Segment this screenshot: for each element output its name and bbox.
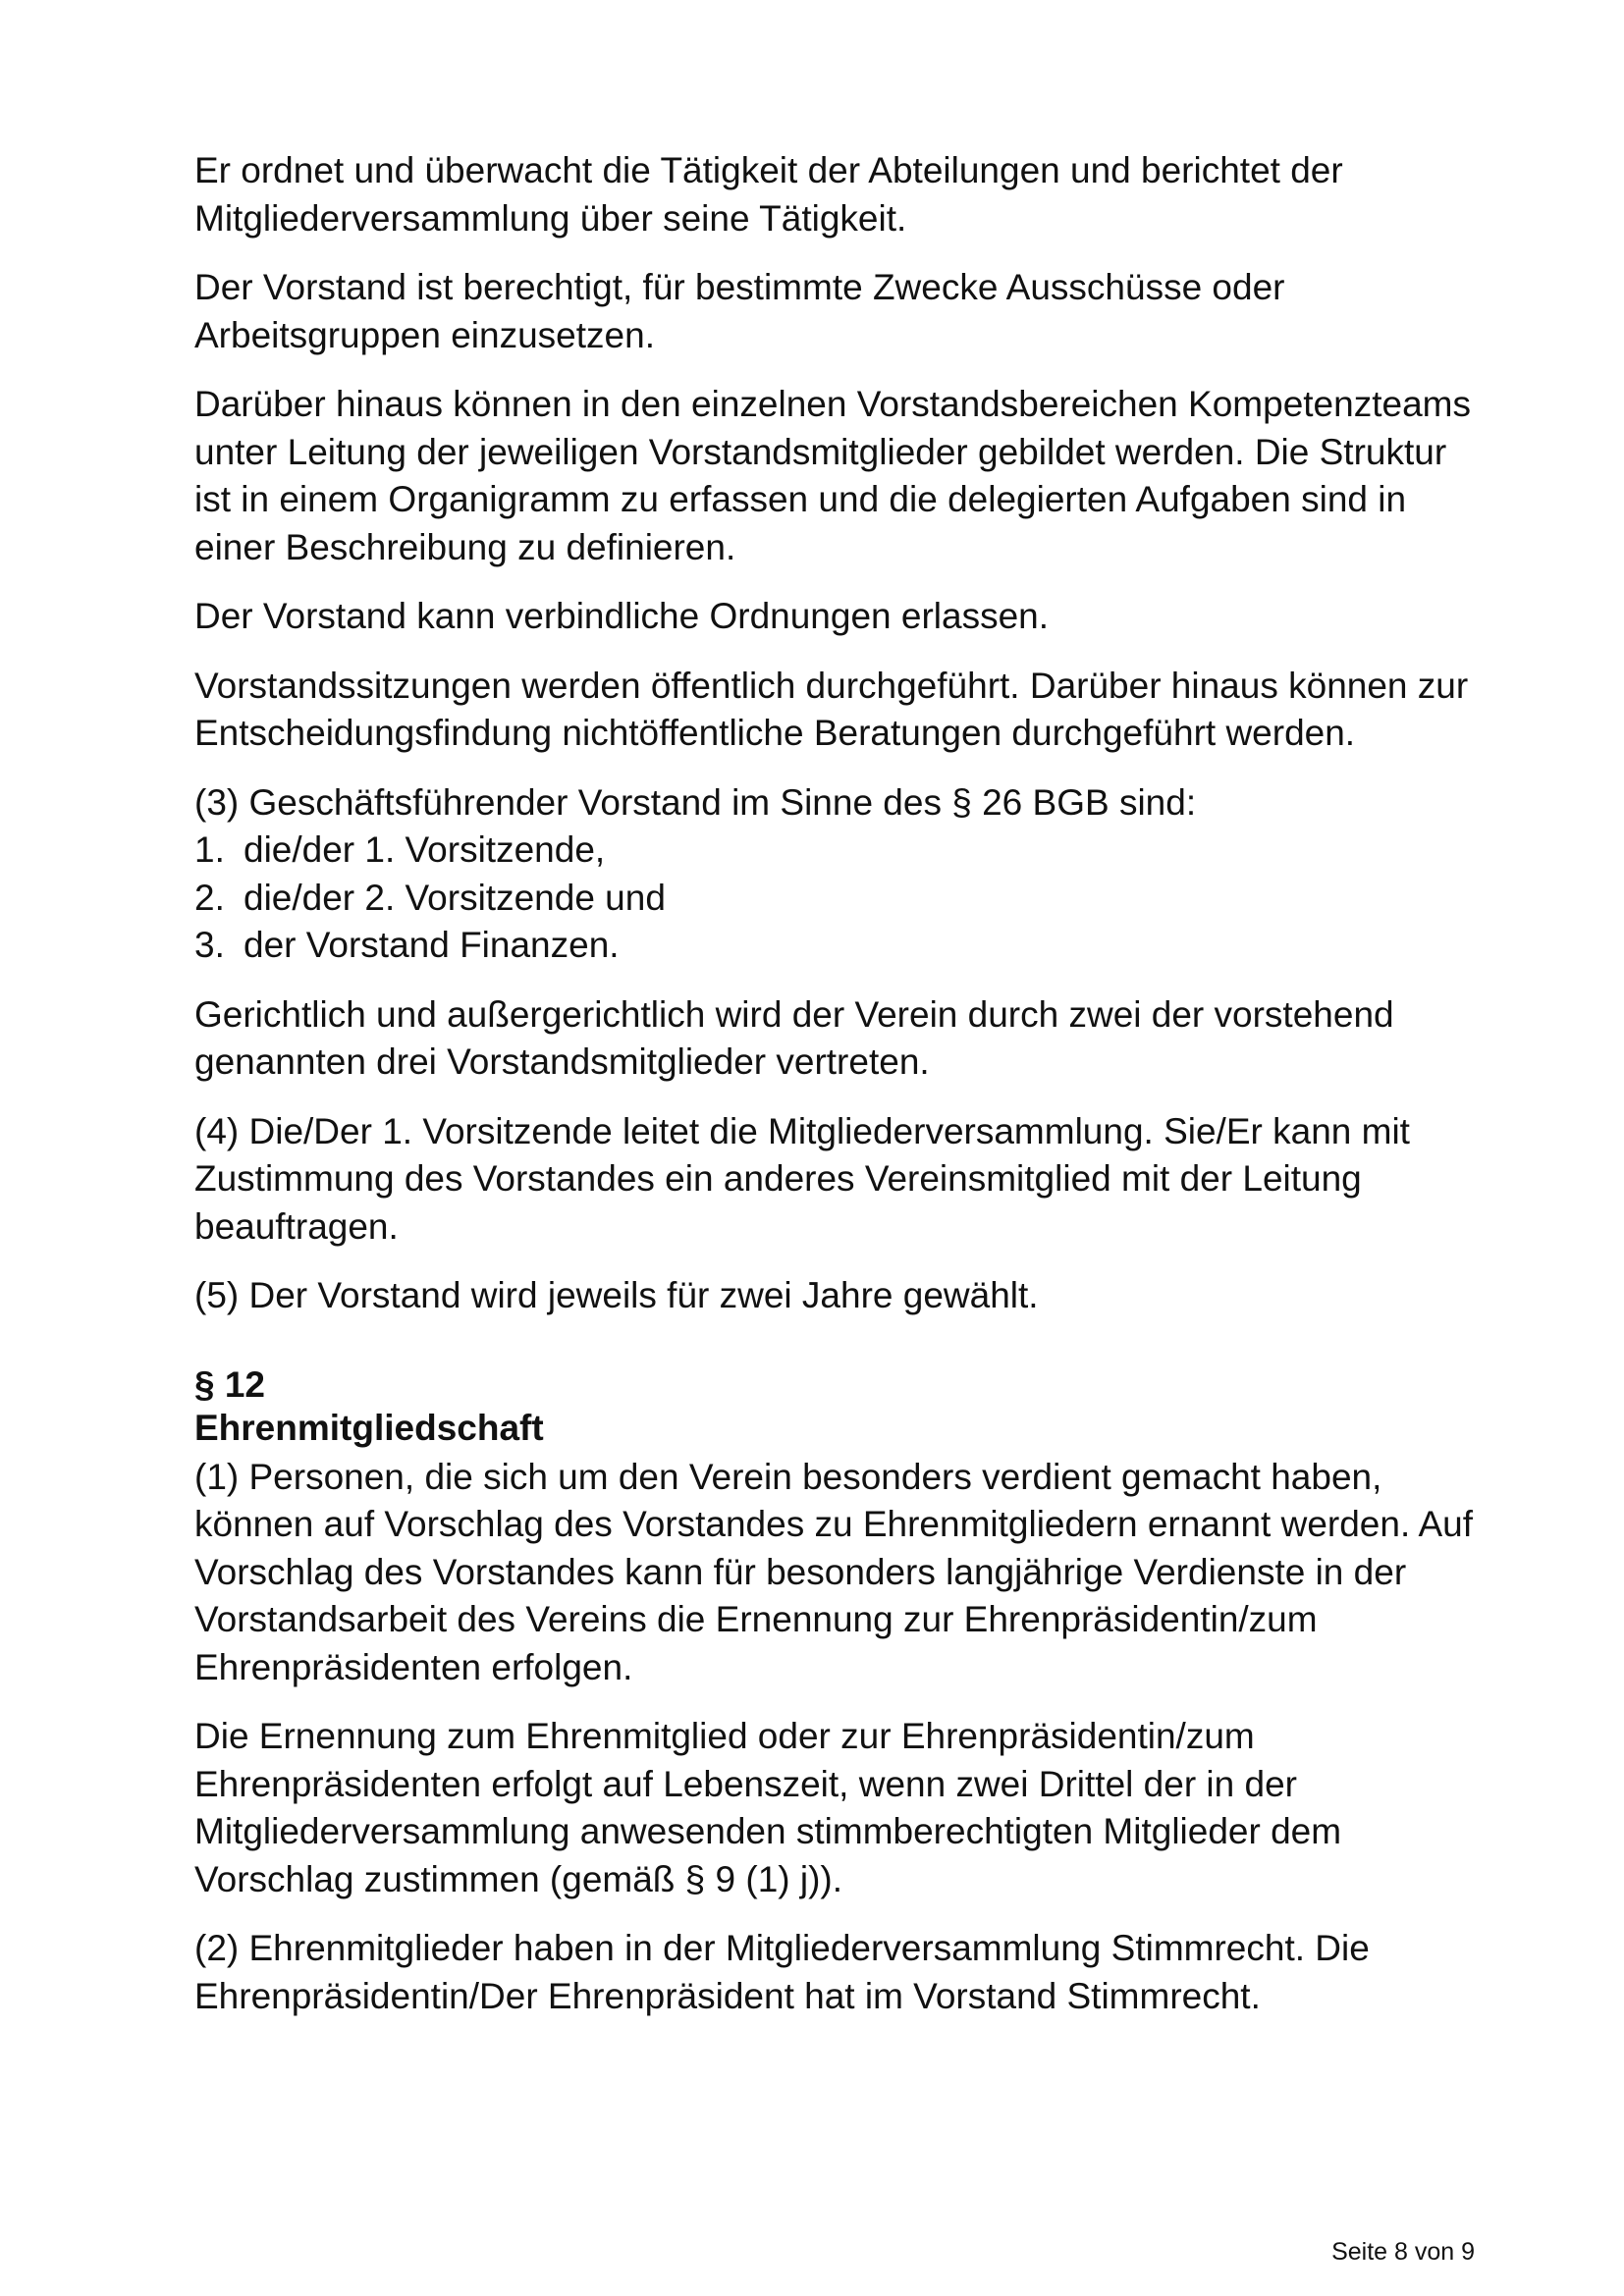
paragraph-versammlungsleitung: (4) Die/Der 1. Vorsitzende leitet die Mitgliederversammlung. Sie/Er kann mit Zustimmung des Vorstandes ein anderes Vereinsmitglied mit der Leitung beauftragen. (194, 1110, 1410, 1247)
geschaeftsfuehrender-vorstand-list (194, 779, 1490, 970)
list-intro: (3) Geschäftsführender Vorstand im Sinne des § 26 BGB sind: (194, 781, 1197, 823)
paragraph-ordnungen: Der Vorstand kann verbindliche Ordnungen erlassen. (194, 596, 1050, 636)
section-heading (194, 1363, 1490, 1450)
list-item-text: der Vorstand Finanzen. (244, 925, 620, 965)
list-item-text: die/der 2. Vorsitzende und (244, 877, 666, 918)
paragraph-vorstandssitzungen: Vorstandssitzungen werden öffentlich durchgeführt. Darüber hinaus können zur Entscheidungsfindung nichtöffentliche Beratungen durchgeführt werden. (194, 665, 1469, 753)
paragraph-stimmrecht: (2) Ehrenmitglieder haben in der Mitgliederversammlung Stimmrecht. Die Ehrenpräsidentin/Der Ehrenpräsident hat im Vorstand Stimmrecht. (194, 1928, 1370, 2016)
list-item (194, 922, 1490, 970)
list-item-number: 2. (194, 877, 225, 918)
paragraph-ehrenmitglieder-ernennung: (1) Personen, die sich um den Verein besonders verdient gemacht haben, können auf Vorschlag des Vorstandes zu Ehrenmitgliedern ernannt werden. Auf Vorschlag des Vorstandes kann für besonders langjährige Verdienste in der Vorstandsarbeit des Vereins die Ernennung zur Ehrenpräsidentin/zum Ehrenpräsidenten erfolgen. (194, 1456, 1474, 1687)
list-item-text: die/der 1. Vorsitzende, (244, 829, 606, 870)
list-item-number: 3. (194, 925, 225, 965)
document-page (194, 147, 1490, 2042)
page-number: Seite 8 von 9 (1331, 2238, 1475, 2266)
list-item (194, 875, 1490, 923)
section-title: Ehrenmitgliedschaft (194, 1407, 544, 1448)
paragraph-taetigkeit: Er ordnet und überwacht die Tätigkeit der Abteilungen und berichtet der Mitgliederversammlung über seine Tätigkeit. (194, 150, 1343, 239)
list-item (194, 827, 1490, 875)
paragraph-vertretung: Gerichtlich und außergerichtlich wird der Verein durch zwei der vorstehend genannten drei Vorstandsmitglieder vertreten. (194, 993, 1394, 1082)
section-number: § 12 (194, 1363, 266, 1405)
paragraph-ausschuesse: Der Vorstand ist berechtigt, für bestimmte Zwecke Ausschüsse oder Arbeitsgruppen einzusetzen. (194, 267, 1285, 355)
paragraph-amtszeit: (5) Der Vorstand wird jeweils für zwei Jahre gewählt. (194, 1275, 1039, 1315)
paragraph-kompetenzteams: Darüber hinaus können in den einzelnen Vorstandsbereichen Kompetenzteams unter Leitung der jeweiligen Vorstandsmitglieder gebildet werden. Die Struktur ist in einem Organigramm zu erfassen und die delegierten Aufgaben sind in einer Beschreibung zu definieren. (194, 384, 1471, 567)
list-item-number: 1. (194, 829, 225, 870)
paragraph-ernennung-lebenszeit: Die Ernennung zum Ehrenmitglied oder zur Ehrenpräsidentin/zum Ehrenpräsidenten erfolgt auf Lebenszeit, wenn zwei Drittel der in der Mitgliederversammlung anwesenden stimmberechtigten Mitglieder dem Vorschlag zustimmen (gemäß § 9 (1) j)). (194, 1716, 1342, 1899)
